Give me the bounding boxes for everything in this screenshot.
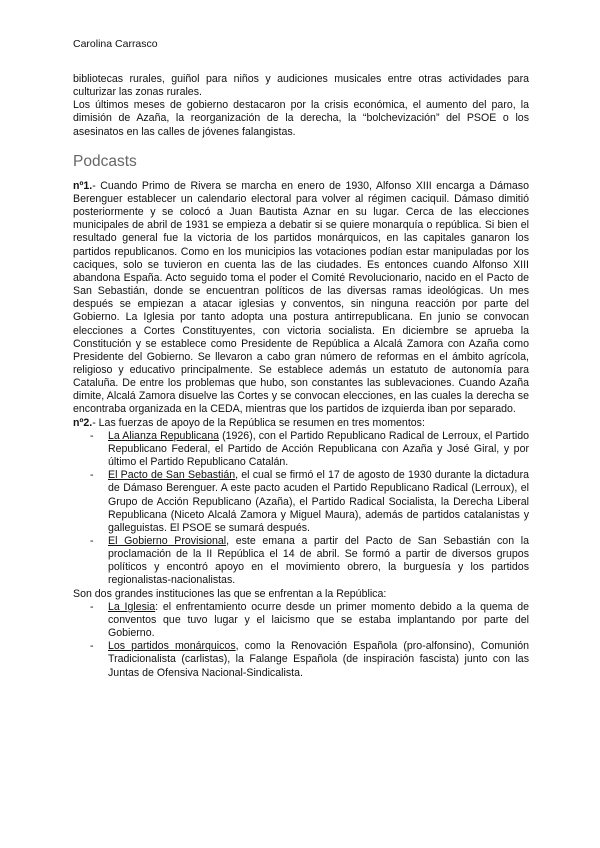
support-forces-list bbox=[73, 430, 529, 588]
page-header-author: Carolina Carrasco bbox=[73, 38, 158, 50]
list-item bbox=[108, 640, 529, 679]
list-item bbox=[108, 469, 529, 535]
podcast-2-paragraph bbox=[73, 417, 529, 430]
section-title: Podcasts bbox=[73, 152, 137, 170]
list-item-term: La Iglesia bbox=[108, 600, 156, 613]
intro-paragraph-2: Los últimos meses de gobierno destacaron por la crisis económica, el aumento del paro, la dimisión de Azaña, la reorganización de la derecha, la “bolchevización” del PSOE o los asesinatos en las calles de jóvenes falangistas. bbox=[73, 99, 529, 138]
document-body bbox=[73, 73, 529, 680]
list-item-term: El Pacto de San Sebastián bbox=[108, 469, 236, 482]
opposition-list bbox=[73, 601, 529, 680]
podcast-2-text: - Las fuerzas de apoyo de la República se resumen en tres momentos: bbox=[92, 416, 425, 429]
list-item-term: Los partidos monárquicos bbox=[108, 640, 236, 653]
list-item bbox=[108, 535, 529, 588]
opposition-intro: Son dos grandes instituciones las que se enfrentan a la República: bbox=[73, 587, 387, 600]
podcast-2-label: nº2. bbox=[73, 416, 93, 429]
list-item-text: (1926), con el Partido Republicano Radical de Lerroux, el Partido Republicano Federal, el Partido de Acción Republicana con Azaña y José Giral, y por último el Partido Republicano Catalán. bbox=[108, 429, 529, 469]
list-item-term: La Alianza Republicana bbox=[108, 429, 220, 442]
podcast-1-paragraph bbox=[73, 180, 529, 417]
list-item-term: El Gobierno Provisional bbox=[108, 535, 227, 547]
podcast-1-text: - Cuando Primo de Rivera se marcha en enero de 1930, Alfonso XIII encarga a Dámaso Berenguer establecer un calendario electoral para volver al régimen caciquil. Dámaso dimitió posteriormente y se colocó a Juan Bautista Aznar en su lugar. Cerca de las elecciones municipales de abril de 1931 se empieza a debatir si se quiere monarquía o república. Si bien el resultado general fue la victoria de los partidos monárquicos, en las capitales ganaron los partidos republicanos. Como en los municipios las votaciones podían estar manipuladas por los caciques, solo se tuvieron en cuenta las de las ciudades. Es entonces cuando Alfonso XIII abandona España. Acto seguido toma el poder el Comité Revolucionario, nacido en el Pacto de San Sebastián, donde se encuentran políticos de las diversas ramas ideológicas. Un mes después se empiezan a atacar iglesias y conventos, sin ninguna reacción por parte del Gobierno. La Iglesia por tanto adopta una postura antirrepublicana. En junio se convocan elecciones a Cortes Constituyentes, con victoria socialista. En diciembre se aprueba la Constitución y se establece como Presidente de República a Alcalá Zamora con Azaña como Presidente del Gobierno. Se llevaron a cabo gran número de reformas en el ámbito agrícola, religioso y educativo principalmente. Se establece además un estatuto de autonomía para Cataluña. De entre los problemas que hubo, son constantes las sublevaciones. Cuando Azaña dimite, Alcalá Zamora disuelve las Cortes y se convocan elecciones, en las cuales la derecha se encontraba organizada en la CEDA, mientras que los partidos de izquierda iban por separado. bbox=[73, 179, 529, 416]
podcast-1-label: nº1. bbox=[73, 179, 93, 192]
list-item bbox=[108, 430, 529, 469]
list-item-text: , este emana a partir del Pacto de San Sebastián con la proclamación de la II República el 14 de abril. Se formó a partir de diversos grupos políticos y encontró apoyo en el movimiento obrero, la burguesía y los partidos regionalistas-nacionalistas. bbox=[108, 535, 529, 587]
list-item-text: , el cual se firmó el 17 de agosto de 1930 durante la dictadura de Dámaso Berenguer. A este pacto acuden el Partido Republicano Radical (Lerroux), el Grupo de Acción Republicano (Azaña), el Partido Radical Socialista, la Derecha Liberal Republicana (Niceto Alcalá Zamora y Miguel Maura), además de partidos catalanistas y galleguistas. El PSOE se sumará después. bbox=[108, 469, 529, 534]
list-item bbox=[108, 601, 529, 640]
list-item-text: : el enfrentamiento ocurre desde un primer momento debido a la quema de conventos que tuvo lugar y el laicismo que se estaba implantando por parte del Gobierno. bbox=[108, 600, 529, 640]
list-item-text: , como la Renovación Española (pro-alfonsino), Comunión Tradicionalista (carlistas), la Falange Española (de inspiración fascista) junto con las Juntas de Ofensiva Nacional-Sindicalista. bbox=[108, 640, 529, 679]
intro-paragraph-1: bibliotecas rurales, guiñol para niños y audiciones musicales entre otras actividades para culturizar las zonas rurales. bbox=[73, 73, 529, 99]
